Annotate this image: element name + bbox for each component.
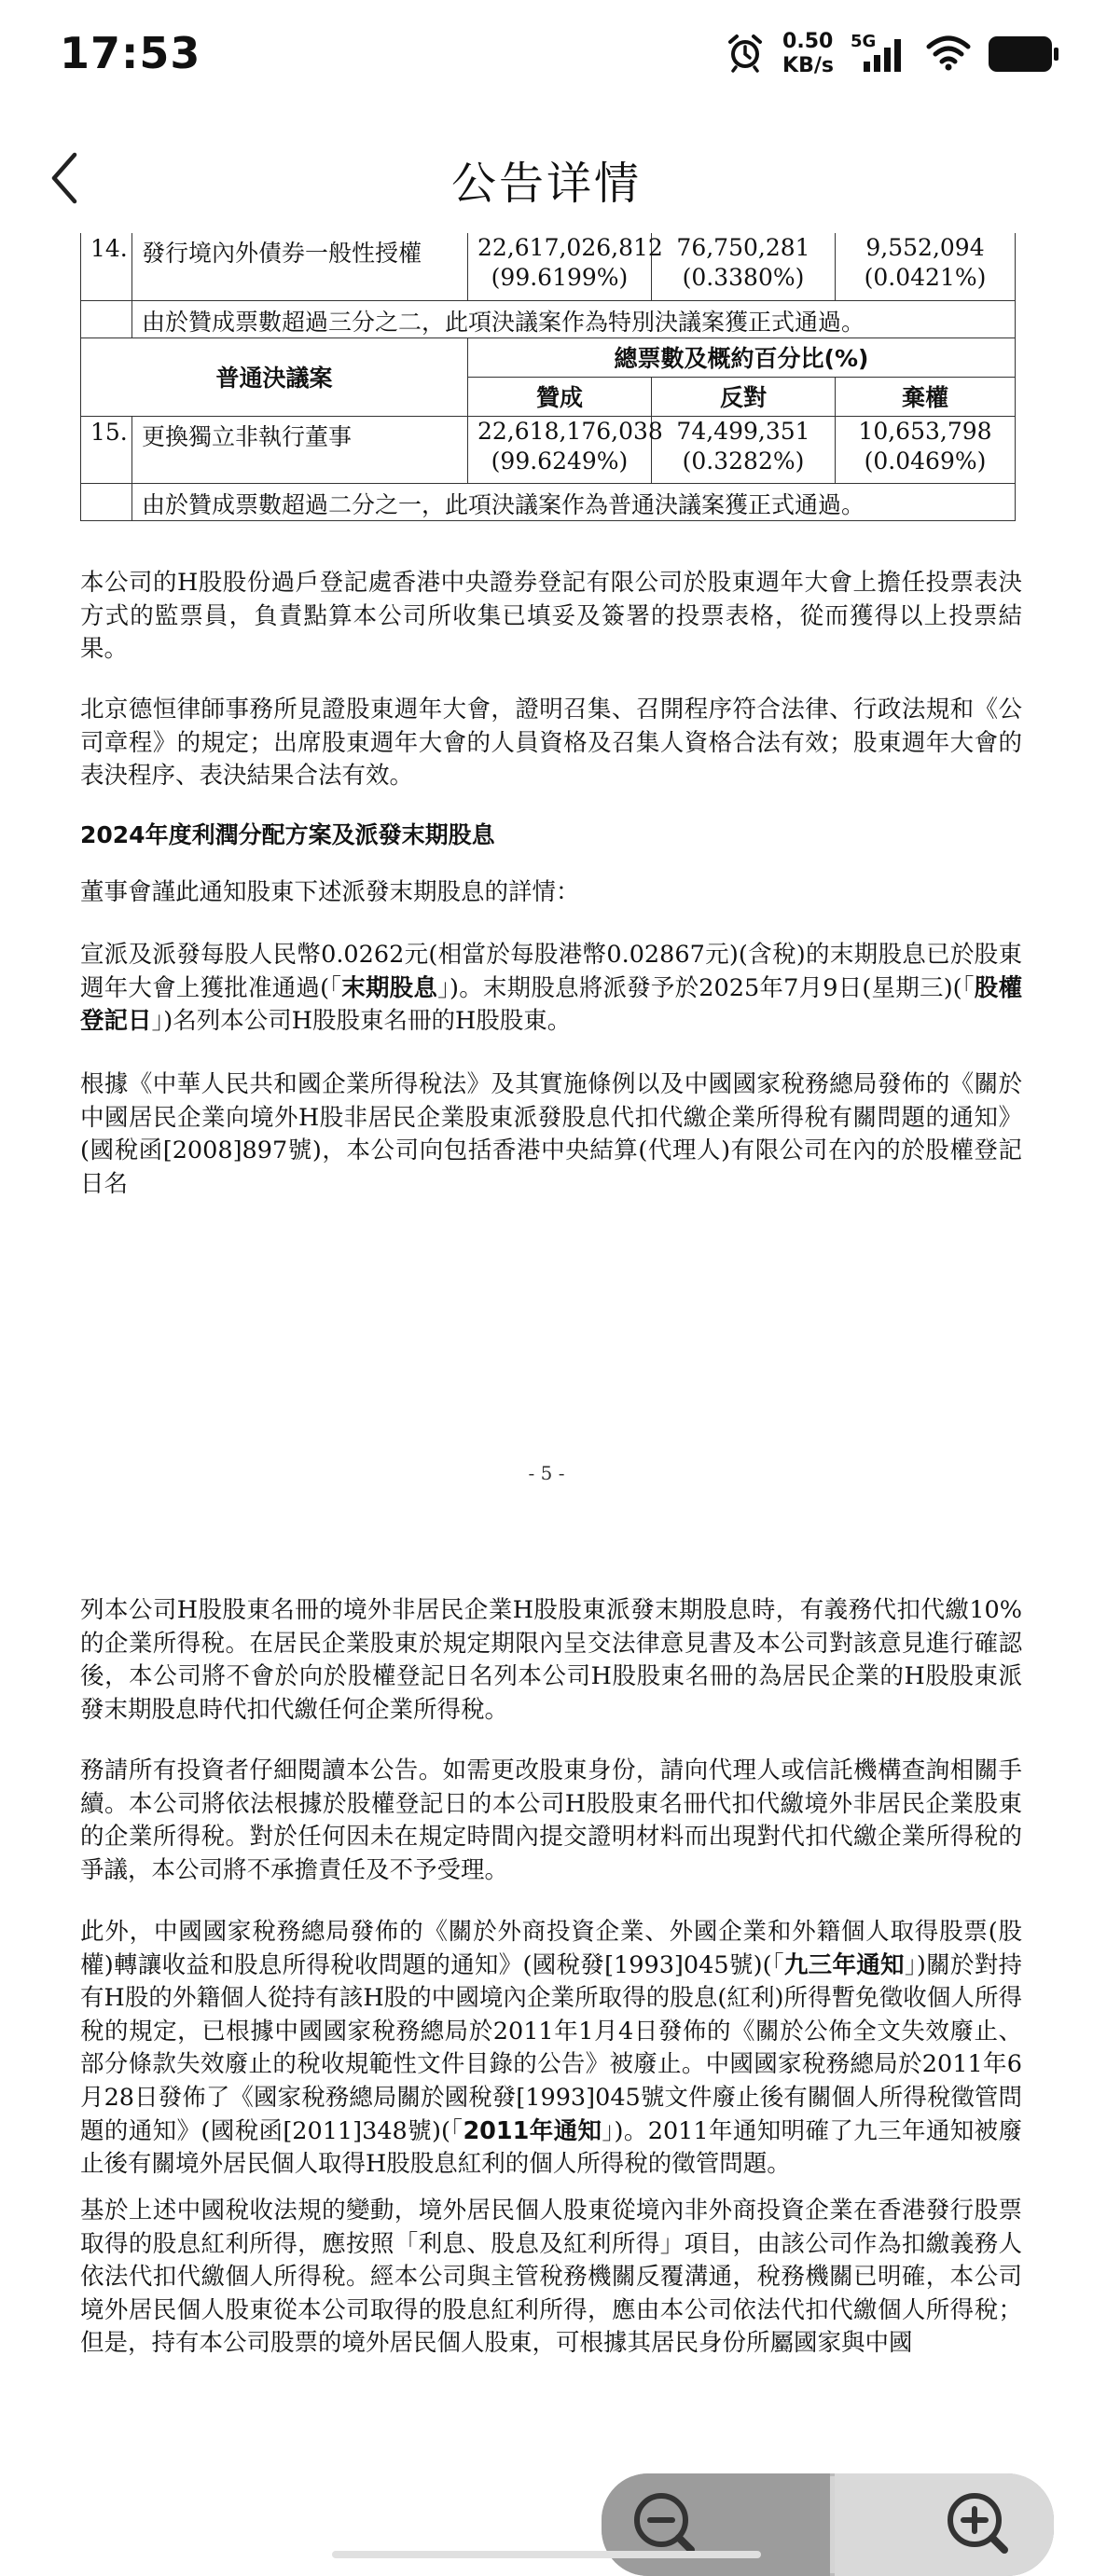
status-time: 17:53 <box>60 28 201 78</box>
battery-icon <box>989 36 1052 72</box>
votes-abstain-pct: (0.0469%) <box>864 447 987 475</box>
text-span: 」)關於對持有H股的外籍個人從持有該H股的中國境內企業所取得的股息(紅利)所得暫免徵收個人所得稅的規定，已根據中國國家稅務總局於2011年1月4日發佈的《關於公佈全文失效廢止、部分條款失效廢止的稅收規範性文件目錄的公告》被廢止。中國國家稅務總局於2011年6月28日發佈了《國家稅務總局關於國稅發[1993]045號文件廢止後有關個人所得稅徵管問題的通知》(國稅函[2011]348號)(「 <box>80 1950 1022 2145</box>
paragraph-enterprise-tax: 根據《中華人民共和國企業所得稅法》及其實施條例以及中國國家稅務總局發佈的《關於中國居民企業向境外H股非居民企業股東派發股息代扣代繳企業所得稅有關問題的通知》(國稅函[2008]897號)，本公司向包括香港中央結算(代理人)有限公司在內的於股權登記日名 <box>80 1070 1022 1198</box>
signal-icon <box>851 32 908 73</box>
paragraph-scrutineer: 本公司的H股股份過戶登記處香港中央證券登記有限公司於股東週年大會上擔任投票表決方式的監票員，負責點算本公司所收集已填妥及簽署的投票表格，從而獲得以上投票結果。 <box>80 569 1022 664</box>
paragraph-investor-notice: 務請所有投資者仔細閱讀本公告。如需更改股東身份，請向代理人或信託機構查詢相關手續。本公司將依法根據於股權登記日的本公司H股股東名冊代扣代繳境外非居民企業股東的企業所得稅。對於任何因未在規定時間內提交證明材料而出現對代扣代繳企業所得稅的爭議，本公司將不承擔責任及不予受理。 <box>80 1756 1022 1884</box>
paragraph-tax-circular <box>80 1916 1022 2182</box>
ordinary-resolution-header: 普通決議案 <box>81 337 468 416</box>
defined-term: 九三年通知 <box>783 1950 905 1979</box>
votes-for-count: 22,617,026,812 <box>477 234 663 261</box>
votes-abstain-count: 9,552,094 <box>865 234 985 261</box>
votes-against-count: 76,750,281 <box>676 234 810 261</box>
document-viewer[interactable] <box>0 233 1093 2562</box>
table-row <box>81 416 1016 483</box>
col-abstain-header: 棄權 <box>836 377 1016 416</box>
zoom-in-button[interactable] <box>835 2473 1054 2576</box>
resolution-name: 更換獨立非執行董事 <box>132 416 468 483</box>
text-span: 此外，中國國家稅務總局發佈的《關於外商投資企業、外國企業和外籍個人取得股票(股權)轉讓收益和股息所得稅收問題的通知》(國稅發[1993]045號)(「 <box>80 1918 1022 1979</box>
alarm-icon <box>725 32 766 76</box>
votes-abstain <box>836 416 1016 483</box>
paragraph-withholding: 列本公司H股股東名冊的境外非居民企業H股股東派發末期股息時，有義務代扣代繳10%的企業所得稅。在居民企業股東於規定期限內呈交法律意見書及本公司對該意見進行確認後，本公司將不會於向於股權登記日名列本公司H股股東名冊的為居民企業的H股股東派發末期股息時代扣代繳任何企業所得稅。 <box>80 1596 1022 1724</box>
votes-for-pct: (99.6199%) <box>491 264 629 291</box>
resolution-name: 發行境內外債券一般性授權 <box>132 233 468 300</box>
total-votes-header: 總票數及概約百分比(%) <box>468 337 1016 377</box>
resolution-number: 14. <box>81 233 132 300</box>
text-span: 宣派及派發每股人民幣0.0262元(相當於每股港幣0.02867元)(含稅)的末期股息已於股東週年大會上獲批准通過(「 <box>80 941 1022 1002</box>
defined-term: 股權登記日 <box>80 973 1022 1036</box>
votes-for-pct: (99.6249%) <box>491 447 629 475</box>
net-speed <box>782 30 834 78</box>
home-indicator[interactable] <box>332 2551 761 2558</box>
paragraph-individual-tax: 基於上述中國稅收法規的變動，境外居民個人股東從境內非外商投資企業在香港發行股票取得的股息紅利所得，應按照「利息、股息及紅利所得」項目，由該公司作為扣繳義務人依法代扣代繳個人所得稅。經本公司與主管稅務機關反覆溝通，稅務機關已明確，本公司境外居民個人股東從本公司取得的股息紅利所得，應由本公司依法代扣代繳個人所得稅；但是，持有本公司股票的境外居民個人股東，可根據其居民身份所屬國家與中國 <box>80 2197 1022 2358</box>
net-speed-unit: KB/s <box>782 54 834 77</box>
votes-abstain-count: 10,653,798 <box>858 417 992 445</box>
nav-bar <box>0 129 1093 231</box>
resolution-note: 由於贊成票數超過二分之一，此項決議案作為普通決議案獲正式通過。 <box>132 483 1016 520</box>
zoom-controls <box>602 2473 1054 2576</box>
page-title: 公告详情 <box>450 158 642 210</box>
page-number: - 5 - <box>528 1462 565 1484</box>
zoom-out-button[interactable] <box>602 2473 830 2576</box>
zoom-in-icon <box>835 2473 1054 2576</box>
paragraph-dividend-intro: 董事會謹此通知股東下述派發末期股息的詳情： <box>80 878 580 906</box>
table-row <box>81 300 1016 337</box>
votes-against-pct: (0.3380%) <box>682 264 805 291</box>
text-span: 」)。2011年通知明確了九三年通知被廢止後有關境外居民個人取得H股股息紅利的個人所得稅的徵管問題。 <box>80 2116 1022 2179</box>
text-span: 」)名列本公司H股股東名冊的H股股東。 <box>151 1007 572 1036</box>
votes-against-pct: (0.3282%) <box>682 447 805 475</box>
net-speed-value: 0.50 <box>782 30 834 53</box>
defined-term: 末期股息 <box>341 973 438 1002</box>
wifi-icon <box>925 34 972 75</box>
votes-against <box>652 416 836 483</box>
votes-abstain <box>836 233 1016 300</box>
status-bar <box>0 0 1093 112</box>
resolution-note: 由於贊成票數超過三分之二，此項決議案作為特別決議案獲正式通過。 <box>132 300 1016 337</box>
table-row <box>81 483 1016 520</box>
paragraph-legal-opinion: 北京德恒律師事務所見證股東週年大會，證明召集、召開程序符合法律、行政法規和《公司章程》的規定；出席股東週年大會的人員資格及召集人資格合法有效；股東週年大會的表決程序、表決結果合法有效。 <box>80 696 1022 791</box>
zoom-out-icon <box>602 2473 830 2576</box>
votes-for <box>468 416 663 483</box>
section-heading: 2024年度利潤分配方案及派發末期股息 <box>80 821 495 848</box>
votes-against-count: 74,499,351 <box>676 417 810 445</box>
votes-abstain-pct: (0.0421%) <box>864 264 987 291</box>
col-for-header: 贊成 <box>468 377 652 416</box>
status-icons <box>725 26 1052 82</box>
votes-for <box>468 233 663 300</box>
col-against-header: 反對 <box>652 377 836 416</box>
table-row <box>81 233 1016 300</box>
votes-against <box>652 233 836 300</box>
vote-results-table <box>80 233 1016 521</box>
text-span: 」)。末期股息將派發予於2025年7月9日(星期三)(「 <box>437 973 975 1002</box>
votes-for-count: 22,618,176,038 <box>477 417 663 445</box>
resolution-number: 15. <box>81 416 132 483</box>
defined-term: 2011年通知 <box>463 2116 602 2145</box>
paragraph-dividend-details <box>80 939 1022 1039</box>
table-header-row <box>81 337 1016 377</box>
network-type: 5G <box>851 32 877 51</box>
